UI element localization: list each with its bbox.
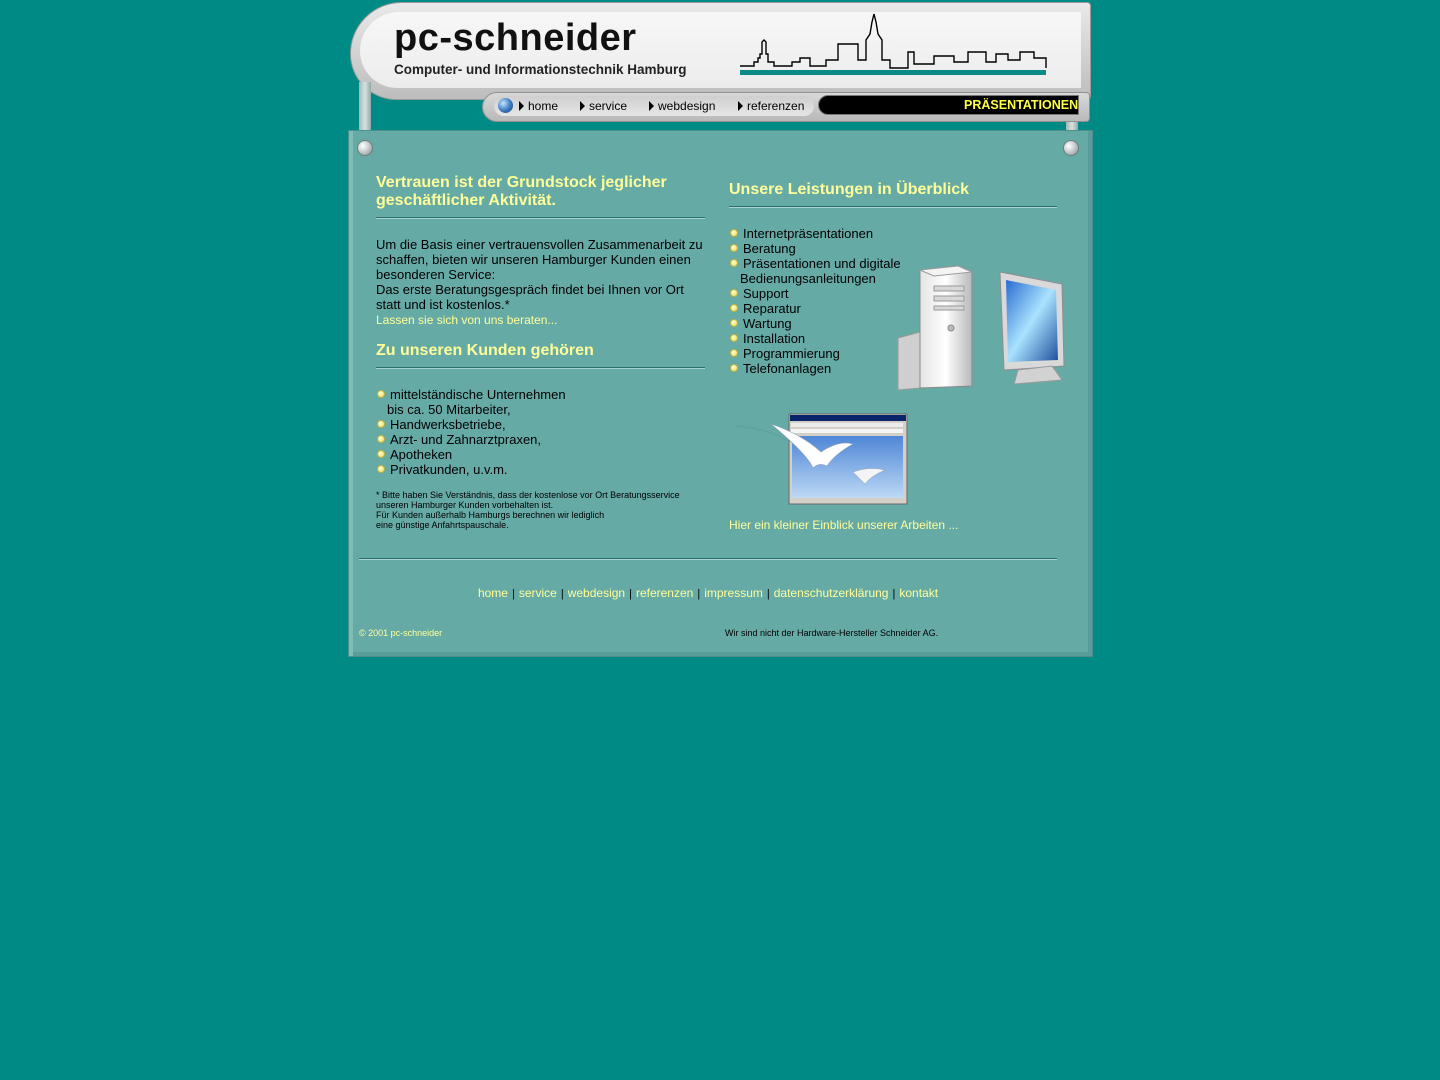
nav-referenzen[interactable] bbox=[738, 98, 804, 114]
computer-icon bbox=[896, 262, 1066, 392]
list-item: bis ca. 50 Mitarbeiter, bbox=[387, 402, 511, 417]
divider bbox=[376, 217, 705, 219]
list-item: Support bbox=[729, 286, 929, 301]
footer-divider bbox=[359, 558, 1057, 560]
list-item: Handwerksbetriebe, bbox=[376, 417, 696, 432]
bullet-icon bbox=[377, 435, 385, 443]
nav-referenzen-label: referenzen bbox=[747, 99, 805, 113]
list-item: Bedienungsanleitungen bbox=[740, 271, 876, 286]
corner-ball-right-icon bbox=[1063, 140, 1079, 156]
footnote bbox=[376, 490, 706, 530]
list-item: Beratung bbox=[729, 241, 929, 256]
site-logo-title[interactable]: pc-schneider bbox=[394, 17, 637, 59]
bullet-icon bbox=[730, 259, 738, 267]
list-item: Reparatur bbox=[729, 301, 929, 316]
ticker-text: PRÄSENTATIONEN bbox=[964, 98, 1079, 112]
list-item: Wartung bbox=[729, 316, 929, 331]
footer-nav: home | service | webdesign | referenzen | impressum | datenschutzerklärung | kontakt bbox=[477, 586, 939, 600]
site-logo-subtitle: Computer- und Informationstechnik Hamburg bbox=[394, 62, 687, 77]
bullet-icon bbox=[730, 289, 738, 297]
intro-paragraph: Um die Basis einer vertrauensvollen Zusammenarbeit zu schaffen, bieten wir unseren Hamburger Kunden einen besonderen Service: bbox=[376, 237, 703, 282]
list-item: Programmierung bbox=[729, 346, 929, 361]
list-item: Apotheken bbox=[376, 447, 696, 462]
list-item: Internetpräsentationen bbox=[729, 226, 929, 241]
disclaimer: Wir sind nicht der Hardware-Hersteller Schneider AG. bbox=[725, 628, 939, 638]
services-heading: Unsere Leistungen in Überblick bbox=[729, 181, 970, 198]
advice-link[interactable]: Lassen sie sich von uns beraten... bbox=[376, 313, 558, 327]
bullet-icon bbox=[730, 349, 738, 357]
divider bbox=[376, 367, 705, 369]
footnote-line: Für Kunden außerhalb Hamburgs berechnen wir lediglich bbox=[376, 510, 605, 520]
list-item: Präsentationen und digitale bbox=[729, 256, 929, 271]
footer-link-webdesign[interactable]: webdesign bbox=[567, 586, 626, 600]
footnote-line: unseren Hamburger Kunden vorbehalten ist. bbox=[376, 500, 554, 510]
nav-service-label: service bbox=[589, 99, 628, 113]
list-item: Telefonanlagen bbox=[729, 361, 929, 376]
bullet-icon bbox=[377, 450, 385, 458]
arrow-right-icon bbox=[580, 101, 585, 111]
intro-text bbox=[376, 237, 706, 327]
bullet-icon bbox=[730, 334, 738, 342]
arrow-right-icon bbox=[649, 101, 654, 111]
list-item: mittelständische Unternehmen bbox=[376, 387, 696, 402]
bullet-icon bbox=[730, 364, 738, 372]
footer-link-impressum[interactable]: impressum bbox=[704, 586, 763, 600]
seagull-browser-preview-icon[interactable] bbox=[735, 410, 910, 508]
footer-link-service[interactable]: service bbox=[518, 586, 557, 600]
nav-home-label: home bbox=[528, 99, 559, 113]
footer-link-kontakt[interactable]: kontakt bbox=[899, 586, 939, 600]
arrow-right-icon bbox=[738, 101, 743, 111]
nav-home[interactable] bbox=[519, 98, 558, 114]
globe-icon bbox=[498, 98, 513, 113]
customers-heading: Zu unseren Kunden gehören bbox=[376, 342, 594, 359]
bullet-icon bbox=[377, 420, 385, 428]
bullet-icon bbox=[377, 465, 385, 473]
works-link[interactable]: Hier ein kleiner Einblick unserer Arbeiten ... bbox=[729, 518, 959, 532]
nav-service[interactable] bbox=[580, 98, 627, 114]
footnote-line: eine günstige Anfahrtspauschale. bbox=[376, 520, 509, 530]
bullet-icon bbox=[730, 304, 738, 312]
footer-link-referenzen[interactable]: referenzen bbox=[635, 586, 694, 600]
divider bbox=[729, 206, 1057, 208]
copyright: © 2001 pc-schneider bbox=[359, 628, 443, 638]
bullet-icon bbox=[377, 390, 385, 398]
arrow-right-icon bbox=[519, 101, 524, 111]
nav-webdesign-label: webdesign bbox=[658, 99, 716, 113]
footer-link-datenschutz[interactable]: datenschutzerklärung bbox=[773, 586, 889, 600]
footer-link-home[interactable]: home bbox=[477, 586, 508, 600]
bullet-icon bbox=[730, 229, 738, 237]
list-item: Privatkunden, u.v.m. bbox=[376, 462, 696, 477]
footnote-line: * Bitte haben Sie Verständnis, dass der kostenlose vor Ort Beratungsservice bbox=[376, 490, 680, 500]
trust-heading: Vertrauen ist der Grundstock jeglicher geschäftlicher Aktivität. bbox=[376, 174, 667, 209]
hamburg-skyline-icon bbox=[740, 12, 1048, 76]
consultation-paragraph: Das erste Beratungsgespräch findet bei Ihnen vor Ort statt und ist kostenlos.* bbox=[376, 282, 684, 312]
list-item: Installation bbox=[729, 331, 929, 346]
customer-list bbox=[376, 387, 696, 477]
corner-ball-left-icon bbox=[357, 140, 373, 156]
bullet-icon bbox=[730, 319, 738, 327]
bullet-icon bbox=[730, 244, 738, 252]
nav-webdesign[interactable] bbox=[649, 98, 715, 114]
list-item: Arzt- und Zahnarztpraxen, bbox=[376, 432, 696, 447]
news-ticker[interactable] bbox=[818, 95, 1079, 115]
